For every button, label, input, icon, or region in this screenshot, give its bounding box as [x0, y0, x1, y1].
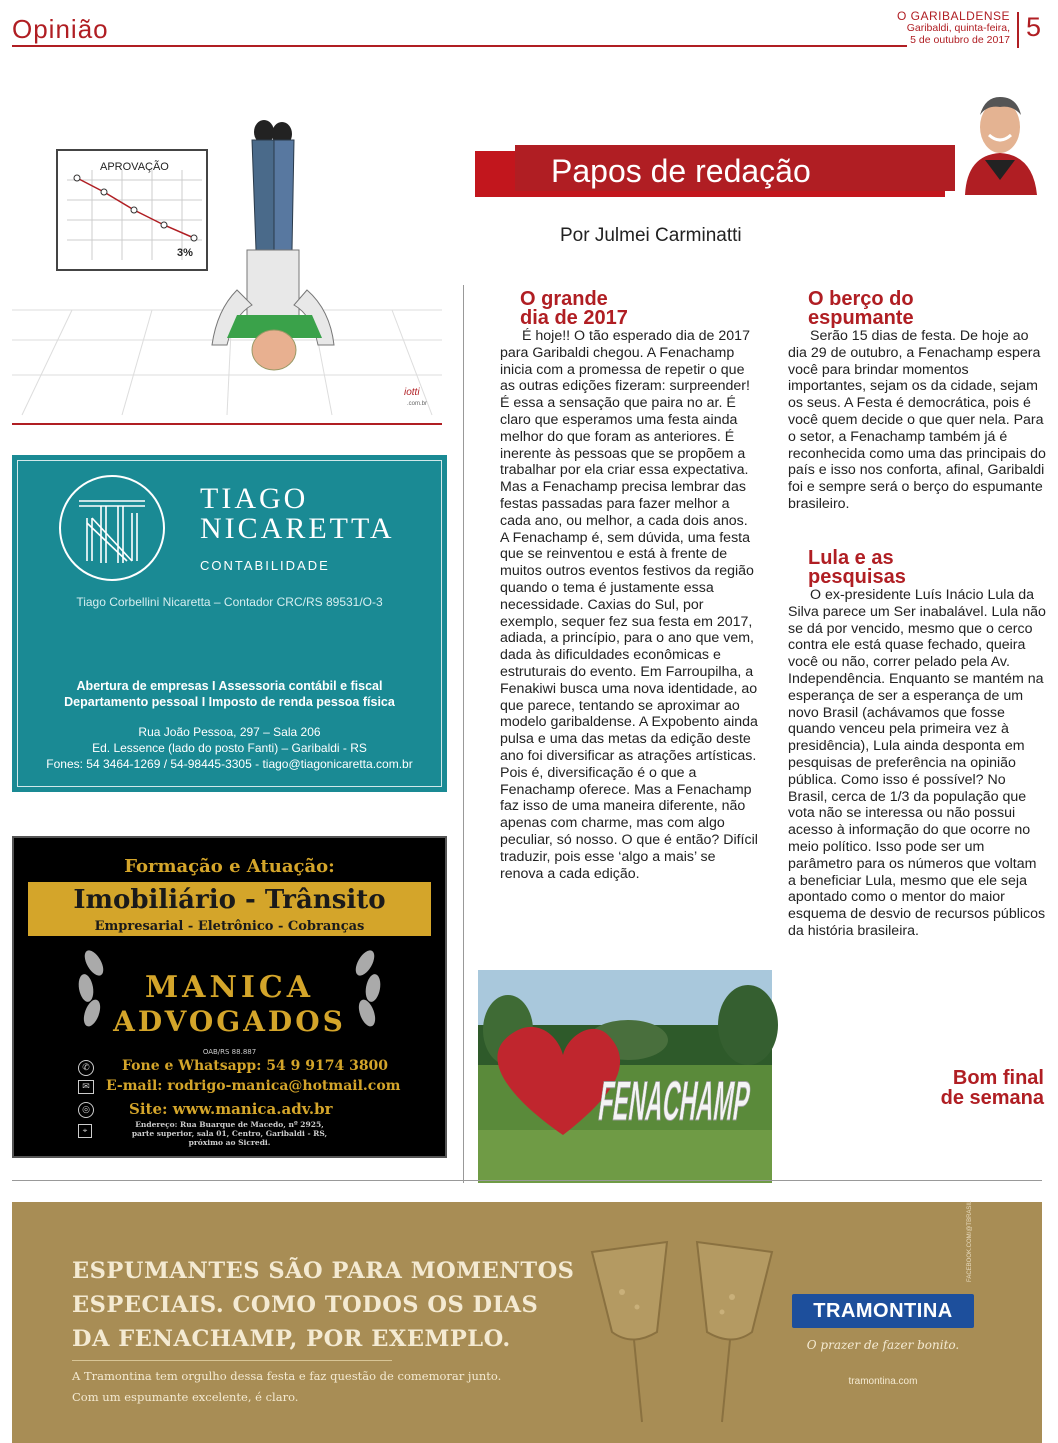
closing-line: de semana	[940, 1087, 1044, 1109]
headline-line: Lula e as	[808, 547, 894, 569]
tn-logo-icon	[57, 473, 167, 583]
dateline-1: Garibaldi, quinta-feira,	[906, 22, 1010, 34]
body-line: Com um espumante excelente, é claro.	[72, 1390, 299, 1404]
headline-line: ESPUMANTES SÃO PARA MOMENTOS	[72, 1258, 575, 1284]
ad-tiago-services: Abertura de empresas I Assessoria contábil e fiscal	[76, 679, 383, 693]
editorial-cartoon	[12, 110, 442, 415]
ad-tram-tagline: O prazer de fazer bonito.	[806, 1338, 960, 1352]
paper-name: O GARIBALDENSE	[896, 9, 1010, 23]
page-number: 5	[1026, 12, 1042, 42]
author-photo	[955, 85, 1045, 195]
ad-manica-sub-line: Empresarial - Eletrônico - Cobranças	[28, 918, 431, 936]
byline: Por Julmei Carminatti	[560, 225, 742, 246]
tramontina-logo[interactable]: TRAMONTINA	[792, 1294, 974, 1328]
ad-tiago-credential: Tiago Corbellini Nicaretta – Contador CRC/RS 89531/O-3	[76, 595, 383, 609]
section-title: Opinião	[12, 14, 109, 44]
headline-line: espumante	[808, 307, 914, 329]
email-icon: ✉	[78, 1080, 94, 1094]
article-body: É hoje!! O tão esperado dia de 2017 para Garibaldi chegou. A Fenachamp inicia com a promessa de repetir o que as outras edições fizeram: surpreender! É essa a sensação que paira no ar. É claro que esperamos uma festa ainda melhor do que foram as anteriores. É inerente às pessoas que se propõem a trabalhar por ela criar essa expectativa. Mas a Fenachamp precisa lembrar das festas passadas para fazer melhor a cada ano, ou melhor, a cada dois anos. A Fenachamp é, sem dúvida, uma festa que se reinventou e está à frente de muitos outros eventos festivos da região quando o tema é justamente essa necessidade. Caxias do Sul, por exemplo, sequer fez sua festa em 2017, adiada, a princípio, para o ano que vem, dada às dificuldades econômicas e estruturais do evento. Em Farroupilha, a Fenakiwi busca uma nova identidade, ao que parece, tentando se aproximar ao modelo garibaldense. A Expobento ainda pulsa e uma das metas da edição deste ano foi diversificar as atrações artísticas. Pois é, diversificação é o que a Fenachamp oferece. Mas a Fenachamp faz isso de uma maneira diferente, não apenas com charme, mas com algo peculiar, só nosso. O que é então? Difícil traduzir, pois esse ‘algo a mais’ se renova a cada edição.	[500, 328, 758, 882]
closing-note	[941, 1068, 1044, 1108]
cartoon-rule	[12, 423, 442, 425]
article-headline	[808, 290, 914, 328]
ad-tramontina[interactable]	[12, 1202, 1042, 1443]
ad-manica-address	[14, 1120, 445, 1147]
ad-manica-firm-2: ADVOGADOS	[113, 1005, 346, 1038]
cartoon-drawing	[12, 110, 442, 415]
ad-manica-firm-1: MANICA	[144, 970, 315, 1005]
ad-tiago-nicaretta[interactable]	[12, 455, 447, 792]
column-header	[475, 145, 955, 197]
address-line: Endereço: Rua Buarque de Macedo, nº 2925,	[135, 1120, 324, 1129]
footer-rule	[12, 1180, 1042, 1181]
headline-line: dia de 2017	[520, 307, 628, 329]
champagne-glasses-icon	[572, 1212, 792, 1437]
headline-line: DA FENACHAMP, POR EXEMPLO.	[72, 1326, 511, 1352]
masthead	[897, 10, 1010, 46]
ad-manica-site[interactable]: Site: www.manica.adv.br	[129, 1100, 333, 1118]
sign-letters: FENACHAMP	[595, 1069, 962, 1132]
headline-line: O berço do	[808, 288, 914, 310]
ad-manica-top-line: Formação e Atuação:	[124, 856, 335, 877]
closing-line: Bom final	[952, 1067, 1044, 1089]
ad-tiago-subtitle: CONTABILIDADE	[200, 558, 330, 573]
location-icon: ⌖	[78, 1124, 92, 1138]
cartoon-chart-label: APROVAÇÃO	[100, 161, 169, 173]
page-number-divider	[1017, 12, 1019, 48]
ad-manica-phone[interactable]: Fone e Whatsapp: 54 9 9174 3800	[122, 1058, 389, 1074]
headstand-figure	[212, 120, 334, 370]
header-rule	[12, 45, 907, 47]
ad-tiago-contact[interactable]: Fones: 54 3464-1269 / 54-98445-3305 - tiago@tiagonicaretta.com.br	[46, 757, 413, 771]
ad-tiago-name-2: NICARETTA	[200, 512, 395, 545]
address-line: próximo ao Sicredi.	[188, 1138, 271, 1147]
column-title: Papos de redação	[515, 145, 955, 191]
article-body: Serão 15 dias de festa. De hoje ao dia 29 de outubro, a Fenachamp espera você para brindar momentos importantes, sejam os da cidade, sejam os seus. A Festa é democrática, pois é você quem decide o que quer nela. Para o setor, a Fenachamp também já é reconhecida como uma das principais do país e isso nos conforta, afinal, Garibaldi foi e sempre será o berço do espumante brasileiro.	[788, 328, 1046, 512]
globe-icon: ◎	[78, 1102, 94, 1118]
ad-manica-oab: OAB/RS 88.887	[202, 1048, 257, 1056]
ad-manica-advogados[interactable]	[12, 836, 447, 1158]
article-headline	[808, 549, 906, 587]
headline-line: ESPECIAIS. COMO TODOS OS DIAS	[72, 1292, 539, 1318]
ad-manica-email[interactable]: E-mail: rodrigo-manica@hotmail.com	[106, 1078, 401, 1094]
headline-line: O grande	[520, 288, 608, 310]
cartoon-signature: iotti	[404, 387, 420, 398]
ad-tram-side-text: FACEBOOK.COM/@TBRASIL	[967, 1200, 973, 1282]
ad-tram-body	[72, 1366, 501, 1408]
ad-tram-headline	[72, 1254, 574, 1356]
cartoon-value-label: 3%	[177, 247, 193, 259]
ad-tiago-address: Ed. Lessence (lado do posto Fanti) – Garibaldi - RS	[92, 741, 367, 755]
ad-manica-main-line: Imobiliário - Trânsito	[28, 882, 431, 918]
headline-line: pesquisas	[808, 566, 906, 588]
fenachamp-photo	[478, 970, 962, 1183]
ad-tram-rule	[72, 1360, 392, 1361]
article-headline	[520, 290, 628, 328]
dateline-2: 5 de outubro de 2017	[910, 34, 1010, 46]
article-body: O ex-presidente Luís Inácio Lula da Silva parece um Ser inabalável. Lula não se dá por vencido, mesmo que o cerco contra ele está quase fechado, queira você ou não, correr pelado pela Av. Independência. Enquanto se mantém na esperança de ser a esperança de um novo Brasil (achávamos que fosse quando venceu pela primeira vez à presidência), Lula ainda desponta em pesquisas de preferência na opinião pública. Como isso é possível? No Brasil, cerca de 1/3 da população que vota não se interessa ou não possui acesso à informação do que ocorre no meio político. Isso pode ser um parâmetro para os números que voltam a beneficiar Lula, mesmo que ele seja apontado como o mentor do maior esquema de desvio de recursos públicos da história brasileira.	[788, 587, 1046, 939]
address-line: parte superior, sala 01, Centro, Garibaldi - RS,	[131, 1129, 328, 1138]
ad-tiago-name-1: TIAGO	[200, 482, 309, 515]
ad-tiago-address: Rua João Pessoa, 297 – Sala 206	[138, 725, 321, 739]
ad-tiago-services: Departamento pessoal I Imposto de renda pessoa física	[64, 695, 395, 709]
column-divider	[463, 285, 464, 1183]
whatsapp-icon: ✆	[78, 1060, 94, 1076]
cartoon-signature-url: .com.br	[407, 401, 428, 407]
body-line: A Tramontina tem orgulho dessa festa e faz questão de comemorar junto.	[72, 1369, 502, 1383]
ad-tram-url[interactable]: tramontina.com	[848, 1376, 918, 1387]
